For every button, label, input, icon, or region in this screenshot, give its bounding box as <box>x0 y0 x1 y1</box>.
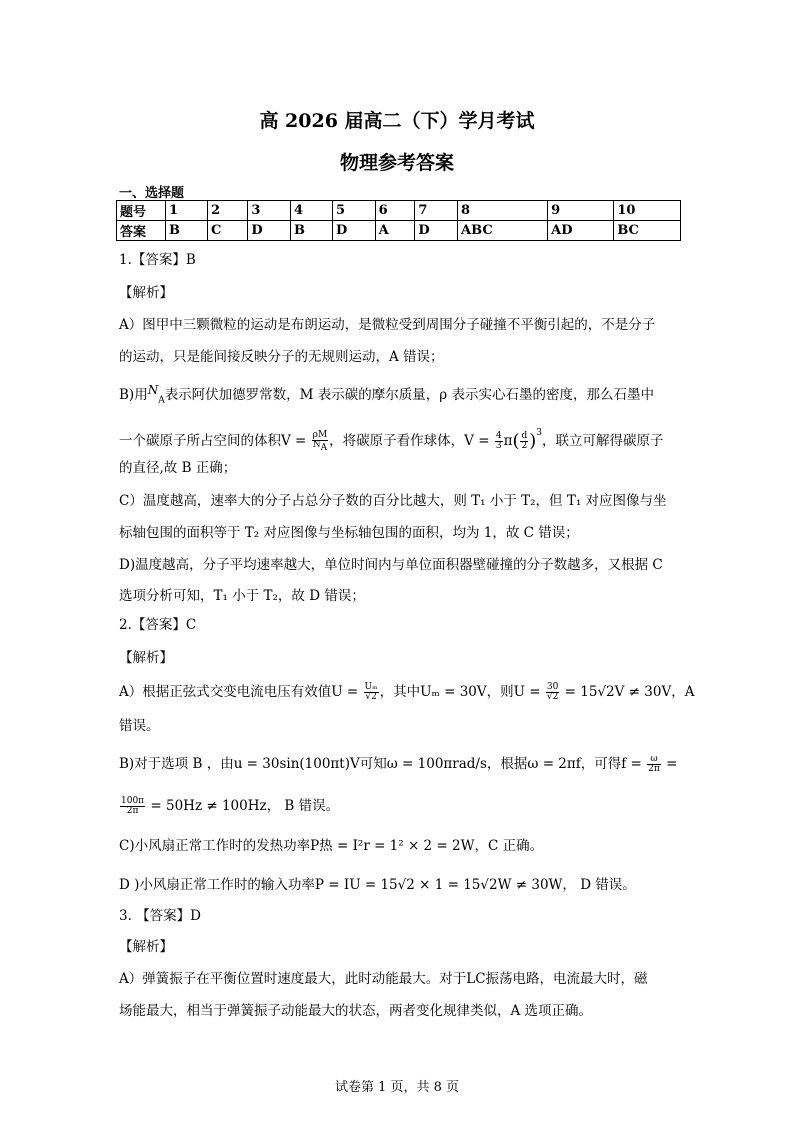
q3-option-a-line1: A）弹簧振子在平衡位置时速度最大，此时动能最大。对于LC振荡电路，电流最大时，磁 <box>119 971 648 987</box>
text: 表示阿伏加德罗常数，M 表示碳的摩尔质量，ρ 表示实心石墨的密度，那么石墨中 <box>164 387 655 403</box>
table-cell: 3 <box>248 201 291 221</box>
table-cell: A <box>375 221 415 241</box>
q2-analysis-label: 【解析】 <box>119 650 173 666</box>
q3-option-a-line2: 场能最大，相当于弹簧振子动能最大的状态，两者变化规律类似，A 选项正确。 <box>119 1003 593 1019</box>
pi-symbol: π <box>503 433 513 449</box>
table-cell: 10 <box>614 201 681 221</box>
table-cell: 4 <box>291 201 333 221</box>
numerator: ω <box>647 755 661 765</box>
table-cell: D <box>332 221 375 241</box>
denominator-text: N <box>312 439 321 450</box>
q1-option-d-line2: 选项分析可知，T₁ 小于 T₂，故 D 错误； <box>119 588 365 604</box>
symbol-n: N <box>147 383 159 397</box>
denominator: 2π <box>648 764 660 774</box>
fraction <box>364 683 379 702</box>
text: A）根据正弦式交变电流电压有效值U = <box>119 684 359 700</box>
q1-option-b-line1 <box>119 380 654 411</box>
text: = 15√2V ≠ 30V，A <box>564 684 695 700</box>
exam-subtitle: 物理参考答案 <box>339 152 454 174</box>
table-cell: ABC <box>458 221 548 241</box>
table-cell: B <box>166 221 208 241</box>
q2-option-c-line1: C)小风扇正常工作时的发热功率P热 = I²r = 1² × 2 = 2W，C 正确。 <box>119 838 544 854</box>
q1-answer: 1.【答案】B <box>119 252 196 268</box>
denominator: 3 <box>495 441 502 451</box>
text: = 50Hz ≠ 100Hz， B 错误。 <box>150 798 340 814</box>
text: 一个碳原子所占空间的体积V = <box>119 433 307 449</box>
q1-option-c-line1: C）温度越高，速率大的分子占总分子数的百分比越大，则 T₁ 小于 T₂，但 T₁ 对应图像与坐 <box>119 493 667 509</box>
numerator: 30 <box>546 682 559 692</box>
table-cell: 8 <box>458 201 548 221</box>
fraction <box>546 683 559 702</box>
text: ，其中Uₘ = 30V，则U = <box>379 684 541 700</box>
q1-analysis-label: 【解析】 <box>119 285 173 301</box>
fraction <box>312 431 329 453</box>
denominator-sub: A <box>320 442 328 453</box>
q2-option-b-line2 <box>119 796 339 816</box>
q1-option-a-line2: 的运动，只是能间接反映分子的无规则运动，A 错误； <box>119 349 444 365</box>
denominator: 2 <box>521 441 528 451</box>
q2-option-d-line1: D )小风扇正常工作时的输入功率P = IU = 15√2 × 1 = 15√2W ≠ 30W， D 错误。 <box>119 877 636 893</box>
exponent: 3 <box>536 428 542 438</box>
section-heading: 一、选择题 <box>119 186 185 201</box>
q1-option-b-line2 <box>119 423 664 452</box>
q1-option-c-line2: 标轴包围的面积等于 T₂ 对应图像与坐标轴包围的面积，均为 1，故 C 错误； <box>119 525 579 541</box>
q2-option-a-line2: 错误。 <box>119 718 160 734</box>
q3-answer: 3. 【答案】D <box>119 908 201 924</box>
answer-table <box>116 200 681 241</box>
table-cell: C <box>207 221 247 241</box>
q2-option-b-line1 <box>119 754 677 774</box>
text: ，将碳原子看作球体，V = <box>329 433 490 449</box>
table-cell: 9 <box>548 201 614 221</box>
text: B)对于选项 B ，由u = 30sin(100πt)V可知ω = 100πrad/s，根据ω = 2πf，可得f = <box>119 756 642 772</box>
table-cell: 题号 <box>117 201 166 221</box>
q1-option-b-line3: 的直径,故 B 正确； <box>119 460 237 476</box>
table-cell: D <box>248 221 291 241</box>
denominator: √2 <box>365 692 377 702</box>
table-row <box>117 221 681 241</box>
table-cell: 5 <box>332 201 375 221</box>
numerator: ρM <box>312 429 328 440</box>
page-footer: 试卷第 1 页，共 8 页 <box>334 1080 460 1095</box>
table-cell: BC <box>614 221 681 241</box>
text: ，联立可解得碳原子 <box>542 433 664 449</box>
table-row <box>117 201 681 221</box>
denominator: 2π <box>126 806 139 816</box>
numerator: 100π <box>121 796 145 806</box>
fraction <box>120 797 145 816</box>
table-cell: 6 <box>375 201 415 221</box>
paren-close: ) <box>529 430 537 452</box>
table-cell: 1 <box>166 201 208 221</box>
exam-title: 高 2026 届高二（下）学月考试 <box>259 110 535 132</box>
text: B)用 <box>119 387 148 403</box>
q1-option-d-line1: D)温度越高，分子平均速率越大，单位时间内与单位面积器壁碰撞的分子数越多，又根据 C <box>119 557 663 573</box>
denominator: √2 <box>546 692 559 702</box>
numerator: d <box>521 431 528 441</box>
numerator: Uₘ <box>364 682 378 692</box>
table-cell: D <box>415 221 458 241</box>
symbol-sub: A <box>158 395 165 406</box>
table-cell: 2 <box>207 201 247 221</box>
fraction <box>647 755 661 774</box>
denominator <box>312 441 329 453</box>
table-cell: AD <box>548 221 614 241</box>
paren-open: ( <box>512 430 520 452</box>
fraction <box>495 432 503 451</box>
text: = <box>666 756 678 772</box>
table-cell: B <box>291 221 333 241</box>
table-cell: 7 <box>415 201 458 221</box>
fraction <box>520 432 528 451</box>
q3-analysis-label: 【解析】 <box>119 939 173 955</box>
q1-option-a-line1: A）图甲中三颗微粒的运动是布朗运动，是微粒受到周围分子碰撞不平衡引起的，不是分子 <box>119 317 656 333</box>
q2-option-a-line1 <box>119 682 694 702</box>
q2-answer: 2.【答案】C <box>119 617 197 633</box>
numerator: 4 <box>495 431 502 441</box>
table-cell: 答案 <box>117 221 166 241</box>
